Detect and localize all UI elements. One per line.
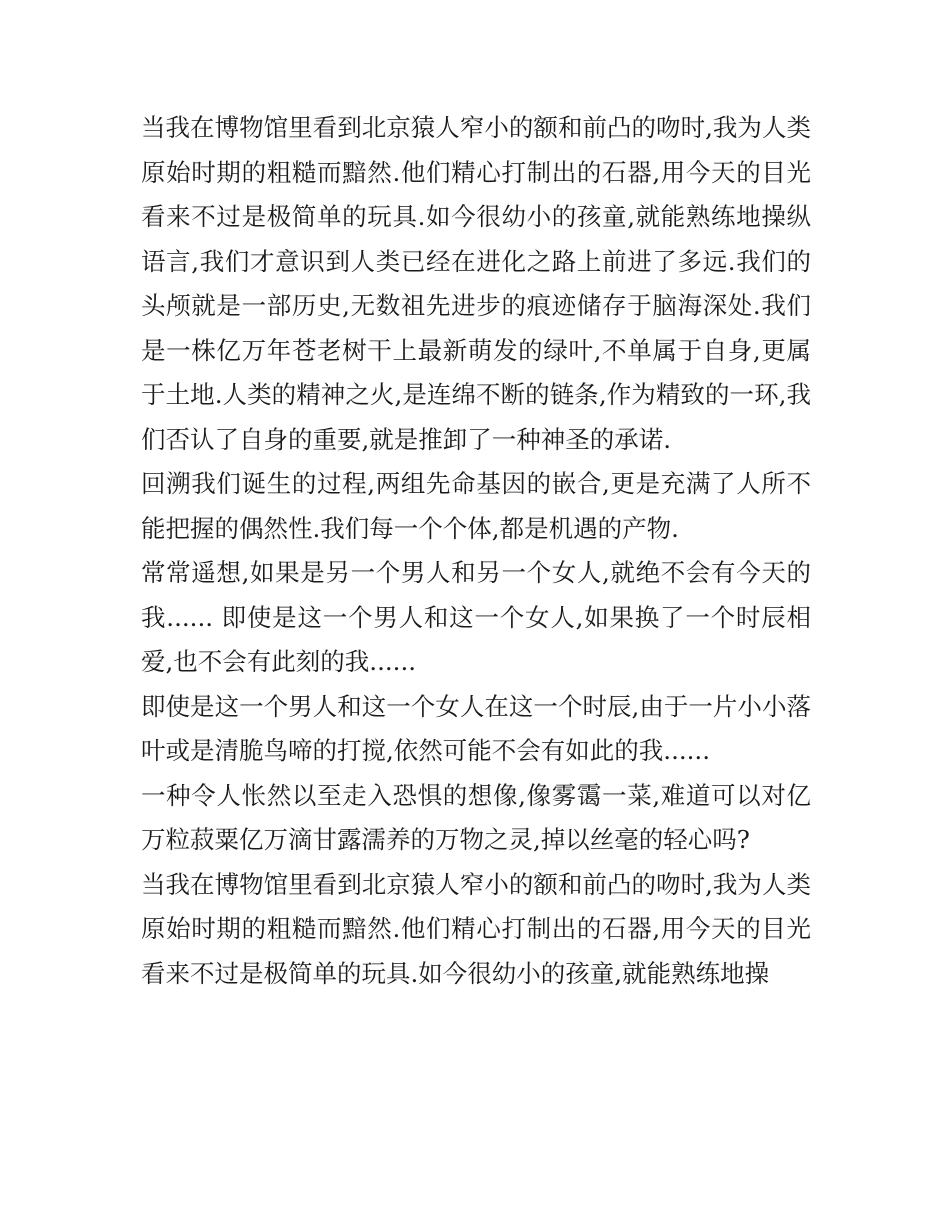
document-body [141,106,811,996]
paragraph-4: 即使是这一个男人和这一个女人在这一个时辰,由于一片小小落叶或是清脆鸟啼的打搅,依然可能不会有如此的我...... [141,691,811,765]
paragraph-2: 回溯我们诞生的过程,两组先命基因的嵌合,更是充满了人所不能把握的偶然性.我们每一个个体,都是机遇的产物. [141,469,811,543]
paragraph-1: 当我在博物馆里看到北京猿人窄小的额和前凸的吻时,我为人类原始时期的粗糙而黯然.他们精心打制出的石器,用今天的目光看来不过是极简单的玩具.如今很幼小的孩童,就能熟练地操纵语言,我们才意识到人类已经在进化之路上前进了多远.我们的头颅就是一部历史,无数祖先进步的痕迹储存于脑海深处.我们是一株亿万年苍老树干上最新萌发的绿叶,不单属于自身,更属于土地.人类的精神之火,是连绵不断的链条,作为精致的一环,我们否认了自身的重要,就是推卸了一种神圣的承诺. [141,113,811,454]
paragraph-6: 当我在博物馆里看到北京猿人窄小的额和前凸的吻时,我为人类原始时期的粗糙而黯然.他们精心打制出的石器,用今天的目光看来不过是极简单的玩具.如今很幼小的孩童,就能熟练地操 [141,869,811,988]
paragraph-3: 常常遥想,如果是另一个男人和另一个女人,就绝不会有今天的我...... 即使是这一个男人和这一个女人,如果换了一个时辰相爱,也不会有此刻的我...... [141,558,811,676]
paragraph-5: 一种令人怅然以至走入恐惧的想像,像雾霭一菜,难道可以对亿万粒菽粟亿万滴甘露濡养的万物之灵,掉以丝毫的轻心吗? [141,780,811,854]
